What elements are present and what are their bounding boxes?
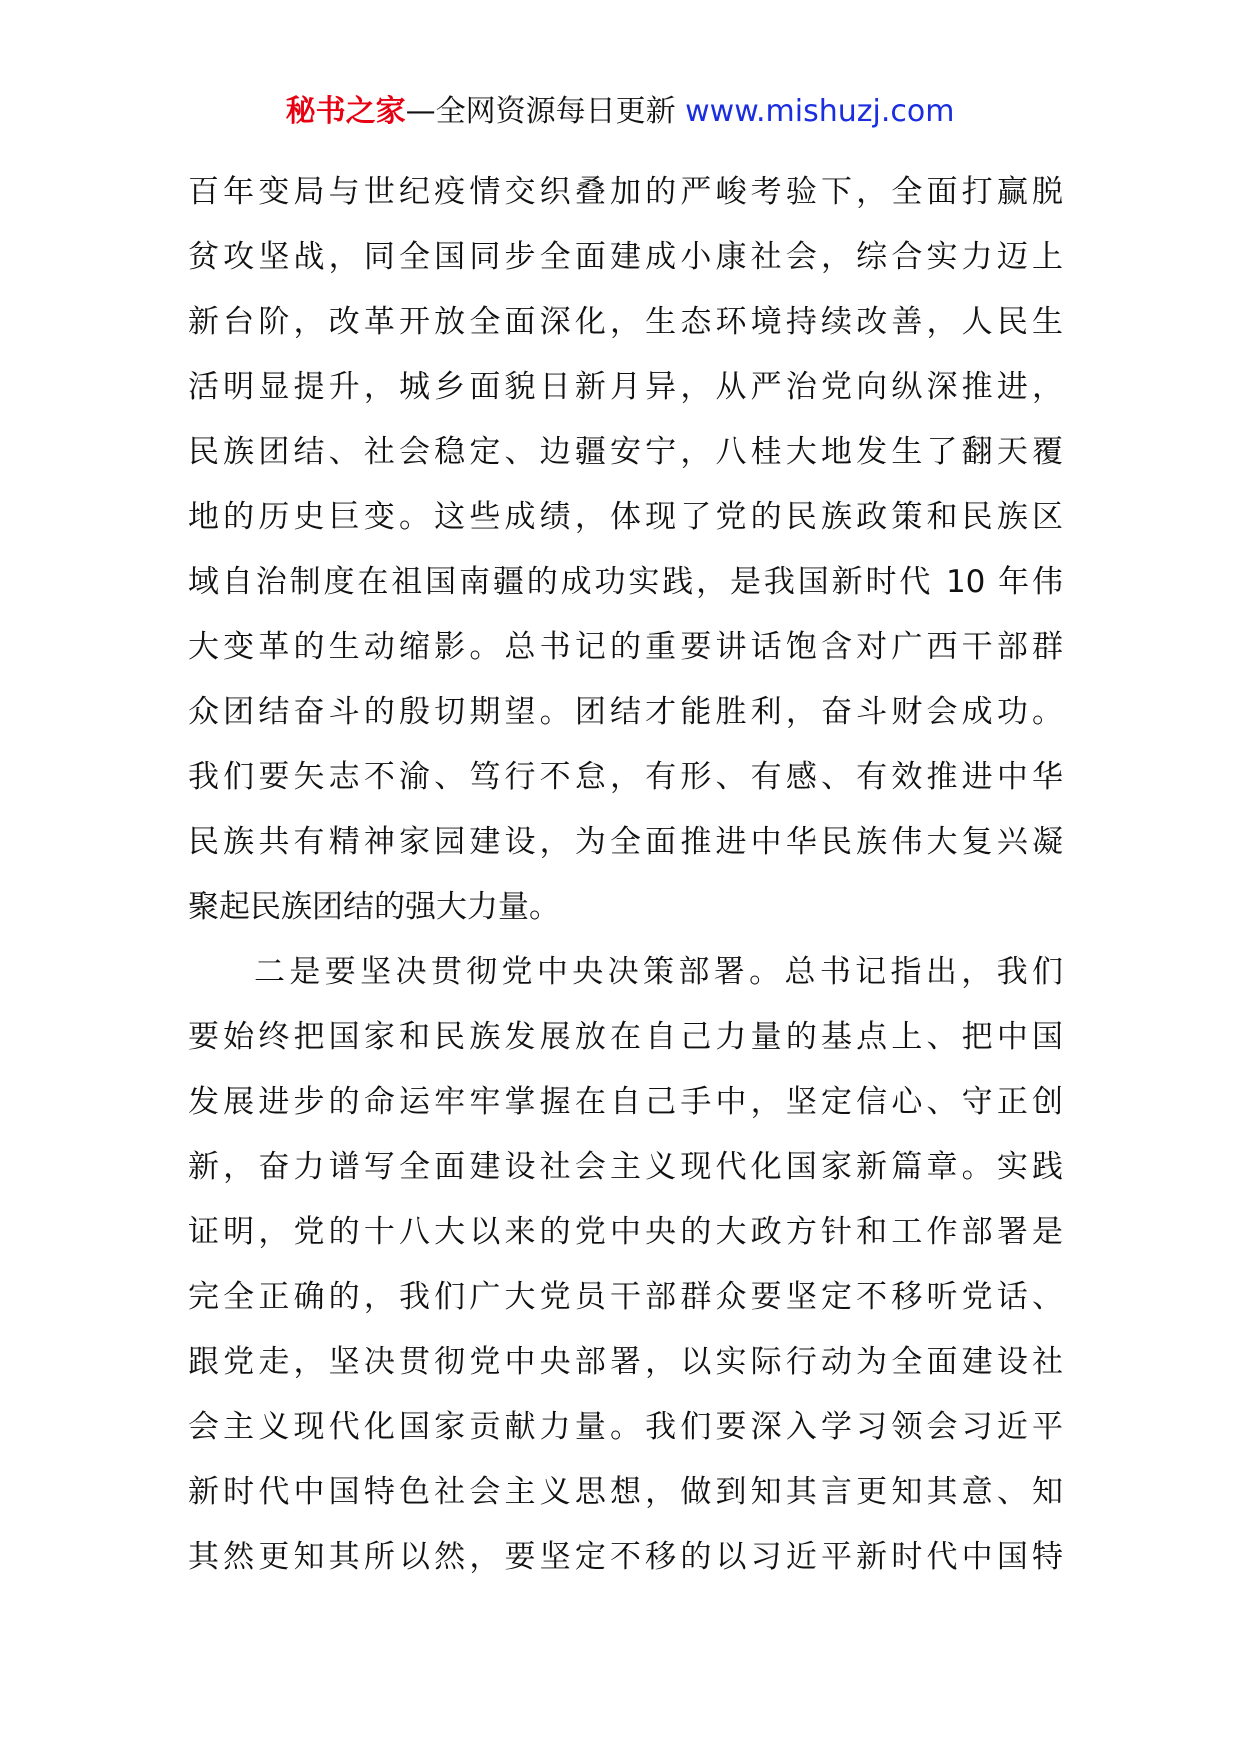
document-body <box>188 160 1063 1590</box>
site-tagline: —全网资源每日更新 <box>405 94 686 129</box>
site-url-link[interactable]: www.mishuzj.com <box>685 94 955 129</box>
body-line: 百年变局与世纪疫情交织叠加的严峻考验下，全面打赢脱 <box>188 174 1063 210</box>
body-line: 发展进步的命运牢牢掌握在自己手中，坚定信心、守正创 <box>188 1084 1063 1120</box>
body-line: 民族团结、社会稳定、边疆安宁，八桂大地发生了翻天覆 <box>188 434 1063 470</box>
body-line: 跟党走，坚决贯彻党中央部署，以实际行动为全面建设社 <box>188 1344 1063 1380</box>
body-line: 会主义现代化国家贡献力量。我们要深入学习领会习近平 <box>188 1409 1063 1445</box>
body-line: 证明，党的十八大以来的党中央的大政方针和工作部署是 <box>188 1214 1063 1250</box>
body-line: 聚起民族团结的强大力量。 <box>188 889 560 925</box>
body-line: 域自治制度在祖国南疆的成功实践，是我国新时代 10 年伟 <box>188 564 1063 600</box>
body-line: 完全正确的，我们广大党员干部群众要坚定不移听党话、 <box>188 1279 1063 1315</box>
body-line: 众团结奋斗的殷切期望。团结才能胜利，奋斗财会成功。 <box>188 694 1063 730</box>
body-line: 我们要矢志不渝、笃行不怠，有形、有感、有效推进中华 <box>188 759 1063 795</box>
body-line: 其然更知其所以然，要坚定不移的以习近平新时代中国特 <box>188 1539 1063 1575</box>
paragraph-first-line: 二是要坚决贯彻党中央决策部署。总书记指出，我们 <box>254 954 1063 990</box>
body-line: 大变革的生动缩影。总书记的重要讲话饱含对广西干部群 <box>188 629 1063 665</box>
body-line: 新台阶，改革开放全面深化，生态环境持续改善，人民生 <box>188 304 1063 340</box>
body-line: 新，奋力谱写全面建设社会主义现代化国家新篇章。实践 <box>188 1149 1063 1185</box>
page-header <box>0 92 1240 132</box>
body-line: 民族共有精神家园建设，为全面推进中华民族伟大复兴凝 <box>188 824 1063 860</box>
body-line: 活明显提升，城乡面貌日新月异，从严治党向纵深推进， <box>188 369 1063 405</box>
site-brand: 秘书之家 <box>285 94 406 129</box>
body-line: 地的历史巨变。这些成绩，体现了党的民族政策和民族区 <box>188 499 1063 535</box>
body-line: 新时代中国特色社会主义思想，做到知其言更知其意、知 <box>188 1474 1063 1510</box>
body-line: 要始终把国家和民族发展放在自己力量的基点上、把中国 <box>188 1019 1063 1055</box>
body-line: 贫攻坚战，同全国同步全面建成小康社会，综合实力迈上 <box>188 239 1063 275</box>
